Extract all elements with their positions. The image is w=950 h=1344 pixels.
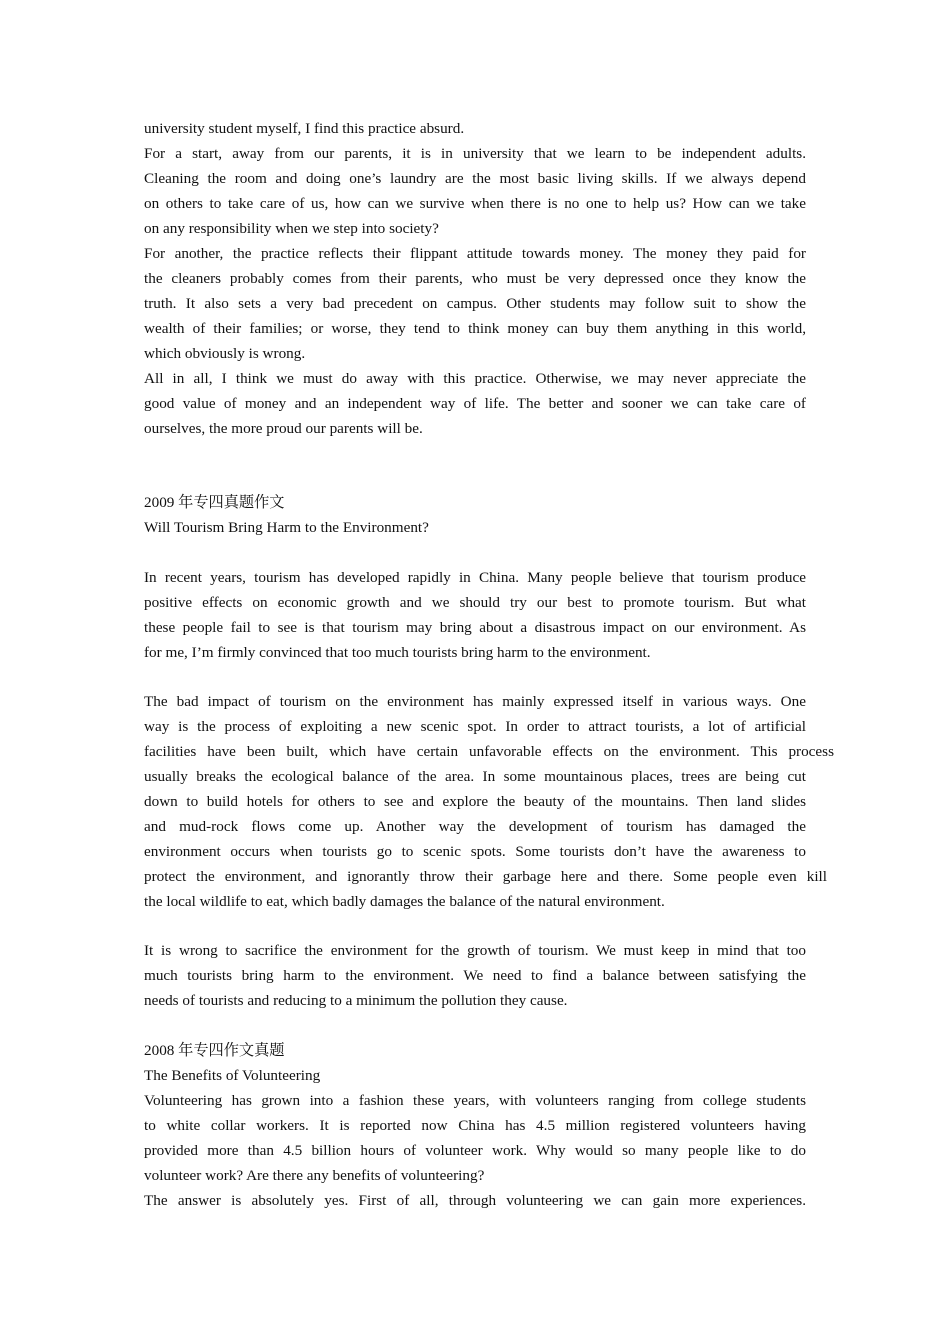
section-heading: 2008 年专四作文真题: [144, 1042, 285, 1059]
text-line: Cleaning the room and doing one’s laundry are the most basic living skills. If we always depend: [144, 170, 806, 187]
text-line: The bad impact of tourism on the environment has mainly expressed itself in various ways. One: [144, 693, 806, 710]
text-line: It is wrong to sacrifice the environment for the growth of tourism. We must keep in mind that too: [144, 942, 806, 959]
text-line: to white collar workers. It is reported now China has 4.5 million registered volunteers having: [144, 1117, 806, 1134]
text-line: on others to take care of us, how can we survive when there is no one to help us? How can we take: [144, 195, 806, 212]
text-line: and mud-rock flows come up. Another way the development of tourism has damaged the: [144, 818, 806, 835]
text-line: The answer is absolutely yes. First of all, through volunteering we can gain more experiences.: [144, 1192, 806, 1209]
text-line: way is the process of exploiting a new scenic spot. In order to attract tourists, a lot of artificial: [144, 718, 806, 735]
text-line: protect the environment, and ignorantly throw their garbage here and there. Some people even kill: [144, 868, 827, 885]
text-line: university student myself, I find this practice absurd.: [144, 120, 465, 137]
text-line: truth. It also sets a very bad precedent on campus. Other students may follow suit to show the: [144, 295, 806, 312]
text-line: the local wildlife to eat, which badly damages the balance of the natural environment.: [144, 893, 665, 910]
text-line: Volunteering has grown into a fashion these years, with volunteers ranging from college students: [144, 1092, 806, 1109]
text-line: For another, the practice reflects their flippant attitude towards money. The money they paid for: [144, 245, 806, 262]
text-line: good value of money and an independent way of life. The better and sooner we can take care of: [144, 395, 806, 412]
text-line: for me, I’m firmly convinced that too much tourists bring harm to the environment.: [144, 644, 651, 661]
text-line: needs of tourists and reducing to a minimum the pollution they cause.: [144, 992, 568, 1009]
text-line: wealth of their families; or worse, they tend to think money can buy them anything in this world,: [144, 320, 806, 337]
text-line: these people fail to see is that tourism may bring about a disastrous impact on our environment. As: [144, 619, 806, 636]
text-line: provided more than 4.5 billion hours of volunteer work. Why would so many people like to do: [144, 1142, 806, 1159]
essay-title: Will Tourism Bring Harm to the Environment?: [144, 519, 429, 536]
text-line: on any responsibility when we step into society?: [144, 220, 439, 237]
text-line: volunteer work? Are there any benefits of volunteering?: [144, 1167, 485, 1184]
text-line: usually breaks the ecological balance of the area. In some mountainous places, trees are being cut: [144, 768, 806, 785]
text-line: All in all, I think we must do away with this practice. Otherwise, we may never appreciate the: [144, 370, 806, 387]
text-line: environment occurs when tourists go to scenic spots. Some tourists don’t have the awareness to: [144, 843, 806, 860]
section-heading: 2009 年专四真题作文: [144, 494, 285, 511]
essay-title: The Benefits of Volunteering: [144, 1067, 321, 1084]
text-line: which obviously is wrong.: [144, 345, 306, 362]
text-line: much tourists bring harm to the environment. We need to find a balance between satisfying the: [144, 967, 806, 984]
text-line: positive effects on economic growth and we should try our best to promote tourism. But what: [144, 594, 806, 611]
text-line: ourselves, the more proud our parents will be.: [144, 420, 423, 437]
text-line: In recent years, tourism has developed rapidly in China. Many people believe that tourism produce: [144, 569, 806, 586]
text-line: the cleaners probably comes from their parents, who must be very depressed once they know the: [144, 270, 806, 287]
text-line: For a start, away from our parents, it is in university that we learn to be independent adults.: [144, 145, 806, 162]
text-line: facilities have been built, which have certain unfavorable effects on the environment. This process: [144, 743, 834, 760]
text-line: down to build hotels for others to see and explore the beauty of the mountains. Then land slides: [144, 793, 806, 810]
